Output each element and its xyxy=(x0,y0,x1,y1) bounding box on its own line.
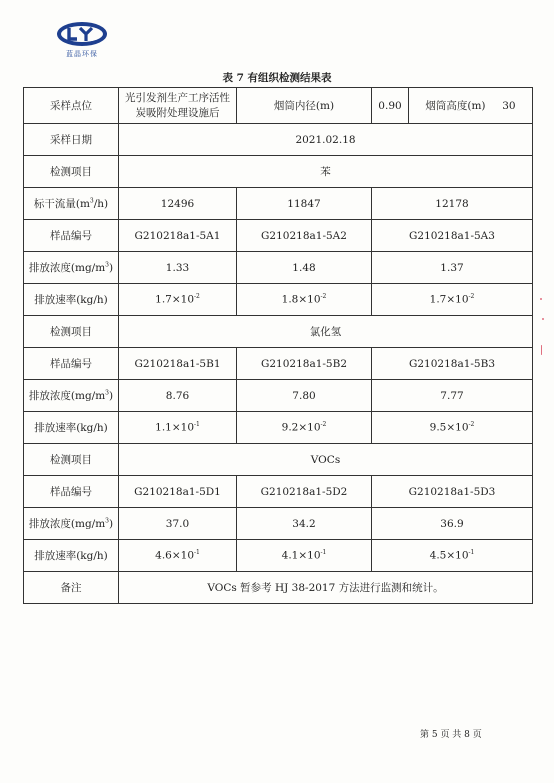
sample-id: G210218a1-5B3 xyxy=(372,348,533,380)
conc-value: 1.33 xyxy=(119,252,237,284)
rate-value: $1.8\times 10^{-2}$ xyxy=(237,284,372,316)
table-row xyxy=(24,444,533,476)
site-label: 采样点位 xyxy=(24,88,119,124)
table-row xyxy=(24,476,533,508)
table-row xyxy=(24,188,533,220)
conc-value: 34.2 xyxy=(237,508,372,540)
item-label: 检测项目 xyxy=(24,156,119,188)
table-row xyxy=(24,412,533,444)
sample-id: G210218a1-5D2 xyxy=(237,476,372,508)
rate-value: $4.5\times 10^{-1}$ xyxy=(372,540,533,572)
inner-diam-label: 烟筒内径(m) xyxy=(237,88,372,124)
table-row xyxy=(24,540,533,572)
remark-value: VOCs 暂参考 HJ 38-2017 方法进行监测和统计。 xyxy=(119,572,533,604)
results-table xyxy=(23,87,533,604)
table-row xyxy=(24,88,533,124)
rate-value: $4.1\times 10^{-1}$ xyxy=(237,540,372,572)
conc-value: 37.0 xyxy=(119,508,237,540)
flow-label: 标干流量$(m^3/h)$ xyxy=(24,188,119,220)
ly-logo-icon xyxy=(55,20,109,48)
sample-id: G210218a1-5B2 xyxy=(237,348,372,380)
item-label: 检测项目 xyxy=(24,444,119,476)
sample-id: G210218a1-5A2 xyxy=(237,220,372,252)
conc-value: 36.9 xyxy=(372,508,533,540)
conc-label: 排放浓度$(mg/m^3)$ xyxy=(24,380,119,412)
table-row xyxy=(24,156,533,188)
company-logo xyxy=(52,20,112,59)
logo-text: 蓝晶环保 xyxy=(66,50,98,58)
rate-label: 排放速率(kg/h) xyxy=(24,284,119,316)
sample-label: 样品编号 xyxy=(24,220,119,252)
date-label: 采样日期 xyxy=(24,124,119,156)
conc-value: 1.48 xyxy=(237,252,372,284)
table-row xyxy=(24,508,533,540)
flow-value: 11847 xyxy=(237,188,372,220)
sample-id: G210218a1-5D3 xyxy=(372,476,533,508)
remark-label: 备注 xyxy=(24,572,119,604)
conc-label: 排放浓度$(mg/m^3)$ xyxy=(24,252,119,284)
rate-value: $9.2\times 10^{-2}$ xyxy=(237,412,372,444)
table-row xyxy=(24,124,533,156)
ink-mark xyxy=(541,345,542,355)
item-value: 苯 xyxy=(119,156,533,188)
table-row xyxy=(24,220,533,252)
sample-id: G210218a1-5D1 xyxy=(119,476,237,508)
date-value: 2021.02.18 xyxy=(119,124,533,156)
rate-value: $4.6\times 10^{-1}$ xyxy=(119,540,237,572)
rate-value: $1.1\times 10^{-1}$ xyxy=(119,412,237,444)
rate-value: $1.7\times 10^{-2}$ xyxy=(119,284,237,316)
rate-label: 排放速率(kg/h) xyxy=(24,412,119,444)
height-cell xyxy=(409,88,533,124)
conc-value: 7.77 xyxy=(372,380,533,412)
table-row xyxy=(24,348,533,380)
height-value: 30 xyxy=(502,100,516,112)
table-row xyxy=(24,572,533,604)
conc-value: 1.37 xyxy=(372,252,533,284)
conc-value: 8.76 xyxy=(119,380,237,412)
ink-dot xyxy=(540,298,542,300)
flow-value: 12178 xyxy=(372,188,533,220)
height-label: 烟筒高度(m) xyxy=(425,100,486,112)
item-value: 氯化氢 xyxy=(119,316,533,348)
rate-label: 排放速率(kg/h) xyxy=(24,540,119,572)
sample-id: G210218a1-5B1 xyxy=(119,348,237,380)
inner-diam-value: 0.90 xyxy=(372,88,409,124)
ink-dot xyxy=(542,318,544,320)
item-value: VOCs xyxy=(119,444,533,476)
conc-value: 7.80 xyxy=(237,380,372,412)
site-value: 光引发剂生产工序活性炭吸附处理设施后 xyxy=(119,88,237,124)
page-footer: 第 5 页 共 8 页 xyxy=(420,730,482,740)
flow-value: 12496 xyxy=(119,188,237,220)
conc-label: 排放浓度$(mg/m^3)$ xyxy=(24,508,119,540)
table-row xyxy=(24,252,533,284)
table-title: 表 7 有组织检测结果表 xyxy=(222,72,332,84)
rate-value: $9.5\times 10^{-2}$ xyxy=(372,412,533,444)
table-row xyxy=(24,284,533,316)
table-row xyxy=(24,316,533,348)
table-row xyxy=(24,380,533,412)
sample-label: 样品编号 xyxy=(24,348,119,380)
sample-label: 样品编号 xyxy=(24,476,119,508)
item-label: 检测项目 xyxy=(24,316,119,348)
sample-id: G210218a1-5A1 xyxy=(119,220,237,252)
sample-id: G210218a1-5A3 xyxy=(372,220,533,252)
rate-value: $1.7\times 10^{-2}$ xyxy=(372,284,533,316)
